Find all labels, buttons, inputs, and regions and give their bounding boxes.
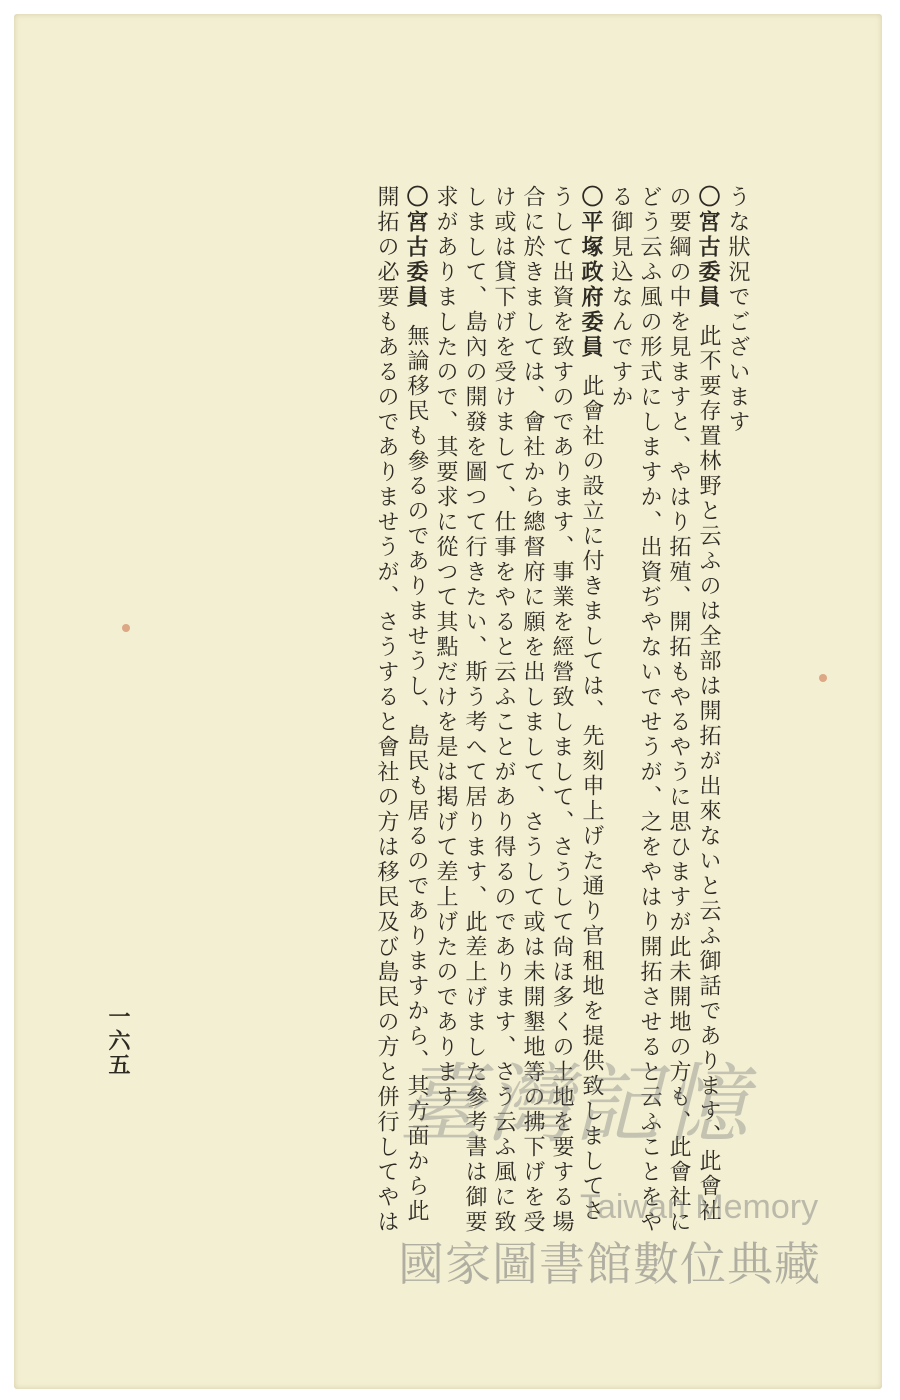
line-text: る御見込なんですか xyxy=(608,185,633,410)
line-text: け或は貸下げを受けまして、仕事をやると云ふことがあり得るのであります、さう云ふ風に致 xyxy=(491,185,516,1235)
speaker-label: 〇宮古委員 xyxy=(695,185,721,310)
watermark-english: Taiwan Memory xyxy=(580,1188,819,1226)
paper-stain xyxy=(819,674,827,682)
line-text: 開拓の必要もあるのでありませうが、さうすると會社の方は移民及び島民の方と併行してやは xyxy=(374,185,399,1235)
paper-stain xyxy=(122,624,130,632)
line-text: 此不要存置林野と云ふのは全部は開拓が出來ないと云ふ御話であります、此會社 xyxy=(696,324,721,1224)
line-text: 無論移民も參るのでありませうし、島民も居るのでありますから、其方面から此 xyxy=(404,324,429,1224)
line-text: の要綱の中を見ますと、やはり拓殖、開拓もやるやうに思ひますが此未開地の方も、此會社に xyxy=(666,185,691,1235)
line-text: うして出資を致すのであります、事業を經營致しまして、さうして尙ほ多くの土地を要する場 xyxy=(549,185,574,1235)
watermark-library-name: 國家圖書館數位典藏 xyxy=(398,1238,821,1290)
speaker-label: 〇宮古委員 xyxy=(403,185,429,310)
line-text: 求がありましたので、其要求に從つて其點だけを是は掲げて差上げたのであります xyxy=(433,185,458,1110)
line-text: しまして、島內の開發を圖つて行きたい、斯う考へて居ります、此差上げました參考書は御要 xyxy=(462,185,487,1235)
speaker-label: 〇平塚政府委員 xyxy=(578,185,604,360)
line-text: 此會社の設立に付きましては、先刻申上げた通り官租地を提供致しましてさ xyxy=(579,374,604,1224)
line-text: うな狀況でございます xyxy=(725,185,750,435)
text-line xyxy=(372,185,401,1295)
page-number: 一六五 xyxy=(105,1005,131,1077)
line-text: 合に於きましては、會社から總督府に願を出しまして、さうして或は未開墾地等の拂下げを受 xyxy=(520,185,545,1235)
watermark-logo: 臺灣記憶 xyxy=(398,1055,750,1155)
line-text: どう云ふ風の形式にしますか、出資ぢやないでせうが、之をやはり開拓させると云ふことをや xyxy=(637,185,662,1235)
